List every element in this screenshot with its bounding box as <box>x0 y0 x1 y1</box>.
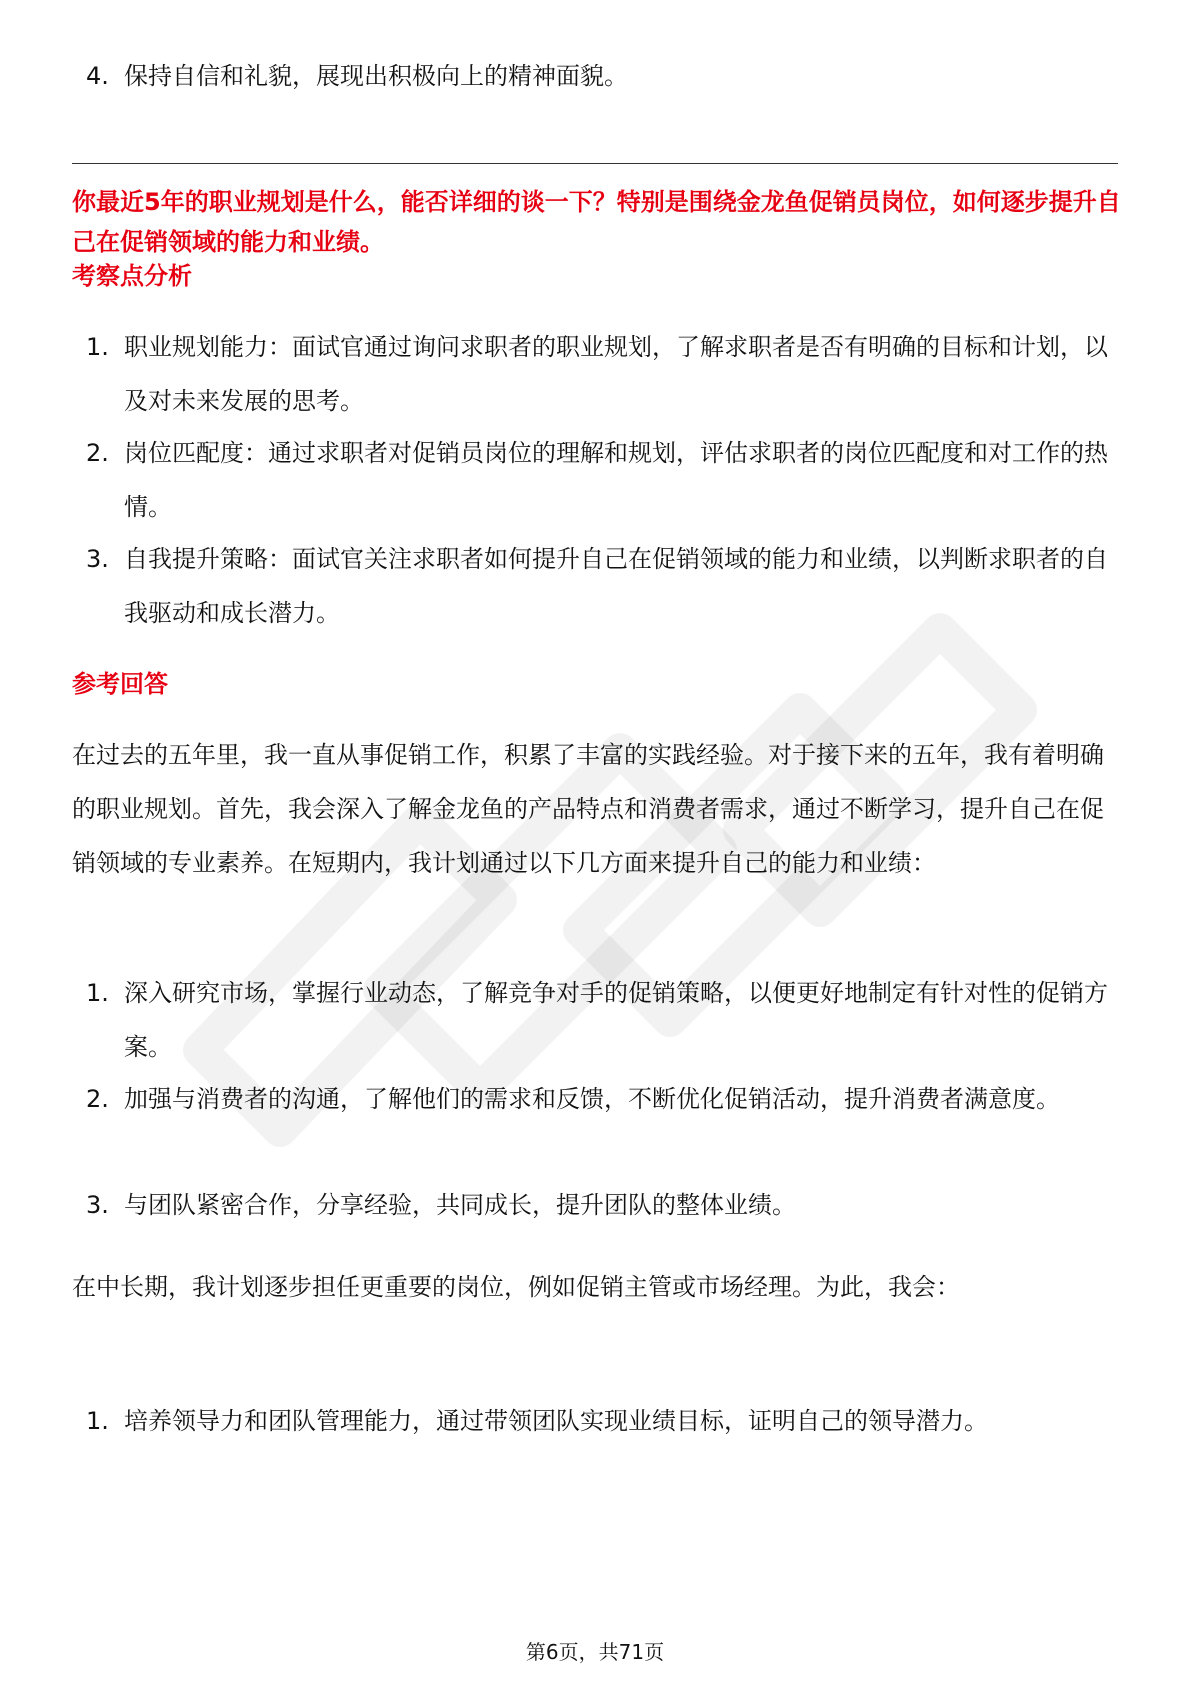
page-footer: 第6页，共71页 <box>525 1640 665 1664</box>
short-term-item <box>86 1178 1126 1232</box>
list-text: 与团队紧密合作，分享经验，共同成长，提升团队的整体业绩。 <box>124 1191 796 1219</box>
short-term-item <box>86 1072 1126 1126</box>
list-number: 1. <box>86 333 109 361</box>
analysis-heading: 考察点分析 <box>72 262 192 290</box>
interview-question: 你最近5年的职业规划是什么，能否详细的谈一下？特别是围绕金龙鱼促销员岗位，如何逐步提升自己在促销领域的能力和业绩。 <box>72 188 1121 256</box>
list-number: 4. <box>86 62 109 90</box>
short-term-item <box>86 966 1126 1074</box>
list-number: 1. <box>86 1407 109 1435</box>
list-text: 保持自信和礼貌，展现出积极向上的精神面貌。 <box>124 62 628 90</box>
analysis-item <box>86 426 1126 534</box>
list-number: 1. <box>86 979 109 1007</box>
analysis-item <box>86 320 1126 428</box>
list-text: 岗位匹配度：通过求职者对促销员岗位的理解和规划，评估求职者的岗位匹配度和对工作的热情。 <box>124 439 1108 521</box>
list-text: 职业规划能力：面试官通过询问求职者的职业规划，了解求职者是否有明确的目标和计划，以及对未来发展的思考。 <box>124 333 1108 415</box>
analysis-item <box>86 532 1126 640</box>
list-text: 加强与消费者的沟通，了解他们的需求和反馈，不断优化促销活动，提升消费者满意度。 <box>124 1085 1060 1113</box>
list-number: 2. <box>86 439 109 467</box>
list-number: 2. <box>86 1085 109 1113</box>
mid-long-paragraph: 在中长期，我计划逐步担任更重要的岗位，例如促销主管或市场经理。为此，我会： <box>72 1273 960 1301</box>
list-text: 深入研究市场，掌握行业动态，了解竞争对手的促销策略，以便更好地制定有针对性的促销方案。 <box>124 979 1108 1061</box>
long-term-item <box>86 1394 1126 1448</box>
list-text: 培养领导力和团队管理能力，通过带领团队实现业绩目标，证明自己的领导潜力。 <box>124 1407 988 1435</box>
top-list-item <box>86 49 1126 103</box>
answer-intro: 在过去的五年里，我一直从事促销工作，积累了丰富的实践经验。对于接下来的五年，我有着明确的职业规划。首先，我会深入了解金龙鱼的产品特点和消费者需求，通过不断学习，提升自己在促销领域的专业素养。在短期内，我计划通过以下几方面来提升自己的能力和业绩： <box>72 741 1104 877</box>
answer-heading: 参考回答 <box>72 670 168 698</box>
list-number: 3. <box>86 545 109 573</box>
section-divider <box>72 163 1118 164</box>
list-text: 自我提升策略：面试官关注求职者如何提升自己在促销领域的能力和业绩，以判断求职者的自我驱动和成长潜力。 <box>124 545 1108 627</box>
list-number: 3. <box>86 1191 109 1219</box>
